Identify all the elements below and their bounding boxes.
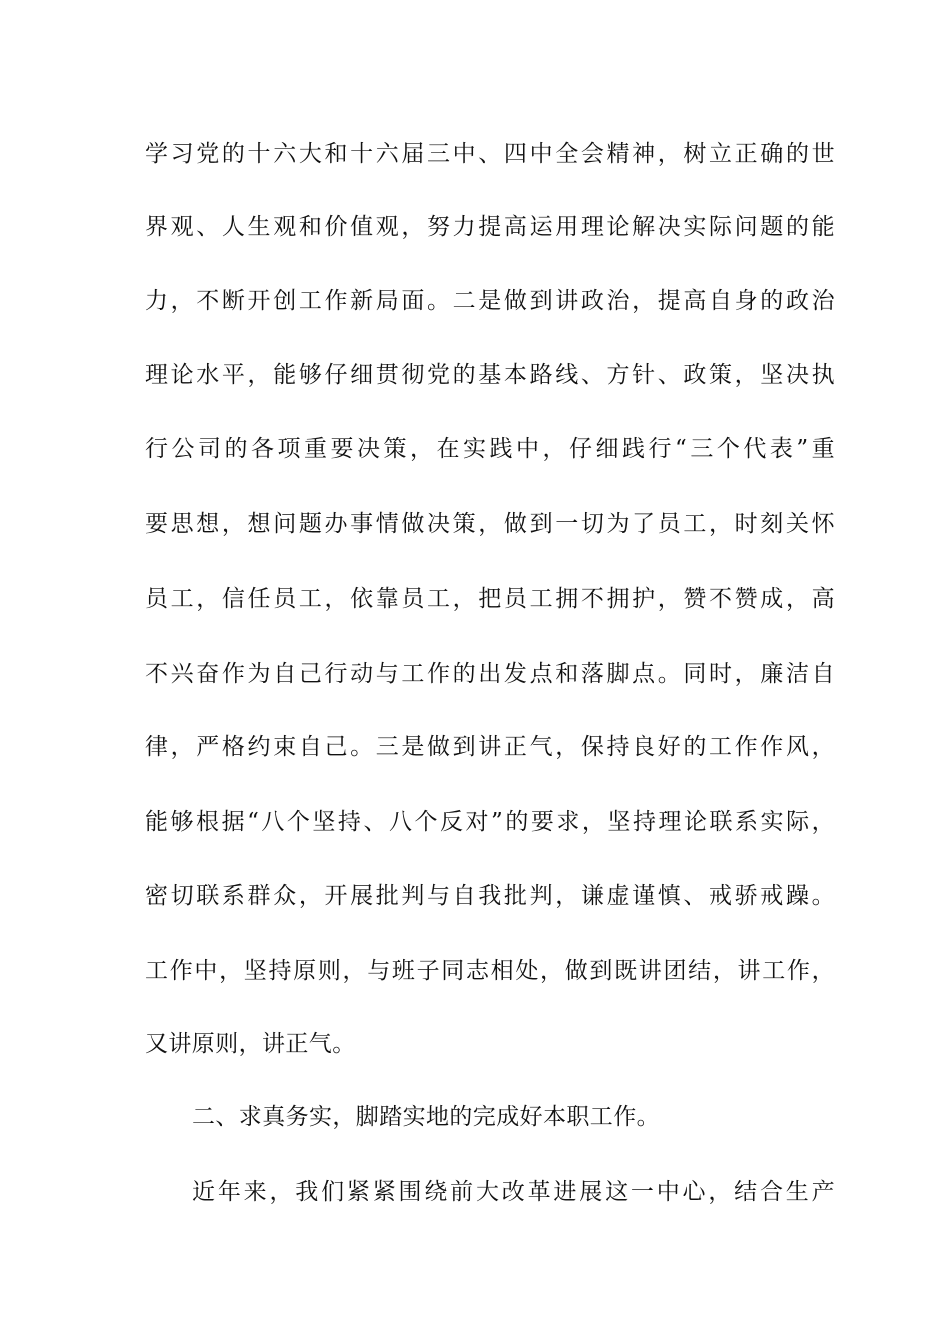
paragraph-line-10: 能够根据“八个坚持、八个反对”的要求，坚持理论联系实际，	[145, 809, 835, 835]
paragraph-line-13: 又讲原则，讲正气。	[145, 1031, 356, 1057]
paragraph-line-7: 员工，信任员工，依靠员工，把员工拥不拥护，赞不赞成，高	[145, 586, 835, 612]
section-heading: 二、求真务实，脚踏实地的完成好本职工作。	[192, 1104, 660, 1130]
paragraph-line-5: 行公司的各项重要决策，在实践中，仔细践行“三个代表”重	[145, 436, 835, 462]
paragraph-line-12: 工作中，坚持原则，与班子同志相处，做到既讲团结，讲工作，	[145, 958, 835, 984]
paragraph-line-11: 密切联系群众，开展批判与自我批判，谦虚谨慎、戒骄戒躁。	[145, 883, 835, 909]
paragraph-line-9: 律，严格约束自己。三是做到讲正气，保持良好的工作作风，	[145, 734, 835, 760]
paragraph-line-8: 不兴奋作为自己行动与工作的出发点和落脚点。同时，廉洁自	[145, 661, 835, 687]
paragraph-line-3: 力，不断开创工作新局面。二是做到讲政治，提高自身的政治	[145, 288, 835, 314]
paragraph-line-6: 要思想，想问题办事情做决策，做到一切为了员工，时刻关怀	[145, 511, 835, 537]
paragraph-line-4: 理论水平，能够仔细贯彻党的基本路线、方针、政策，坚决执	[145, 362, 835, 388]
paragraph-line-15: 近年来，我们紧紧围绕前大改革进展这一中心，结合生产	[192, 1179, 835, 1205]
paragraph-line-2: 界观、人生观和价值观，努力提高运用理论解决实际问题的能	[145, 214, 835, 240]
paragraph-line-1: 学习党的十六大和十六届三中、四中全会精神，树立正确的世	[145, 141, 835, 167]
